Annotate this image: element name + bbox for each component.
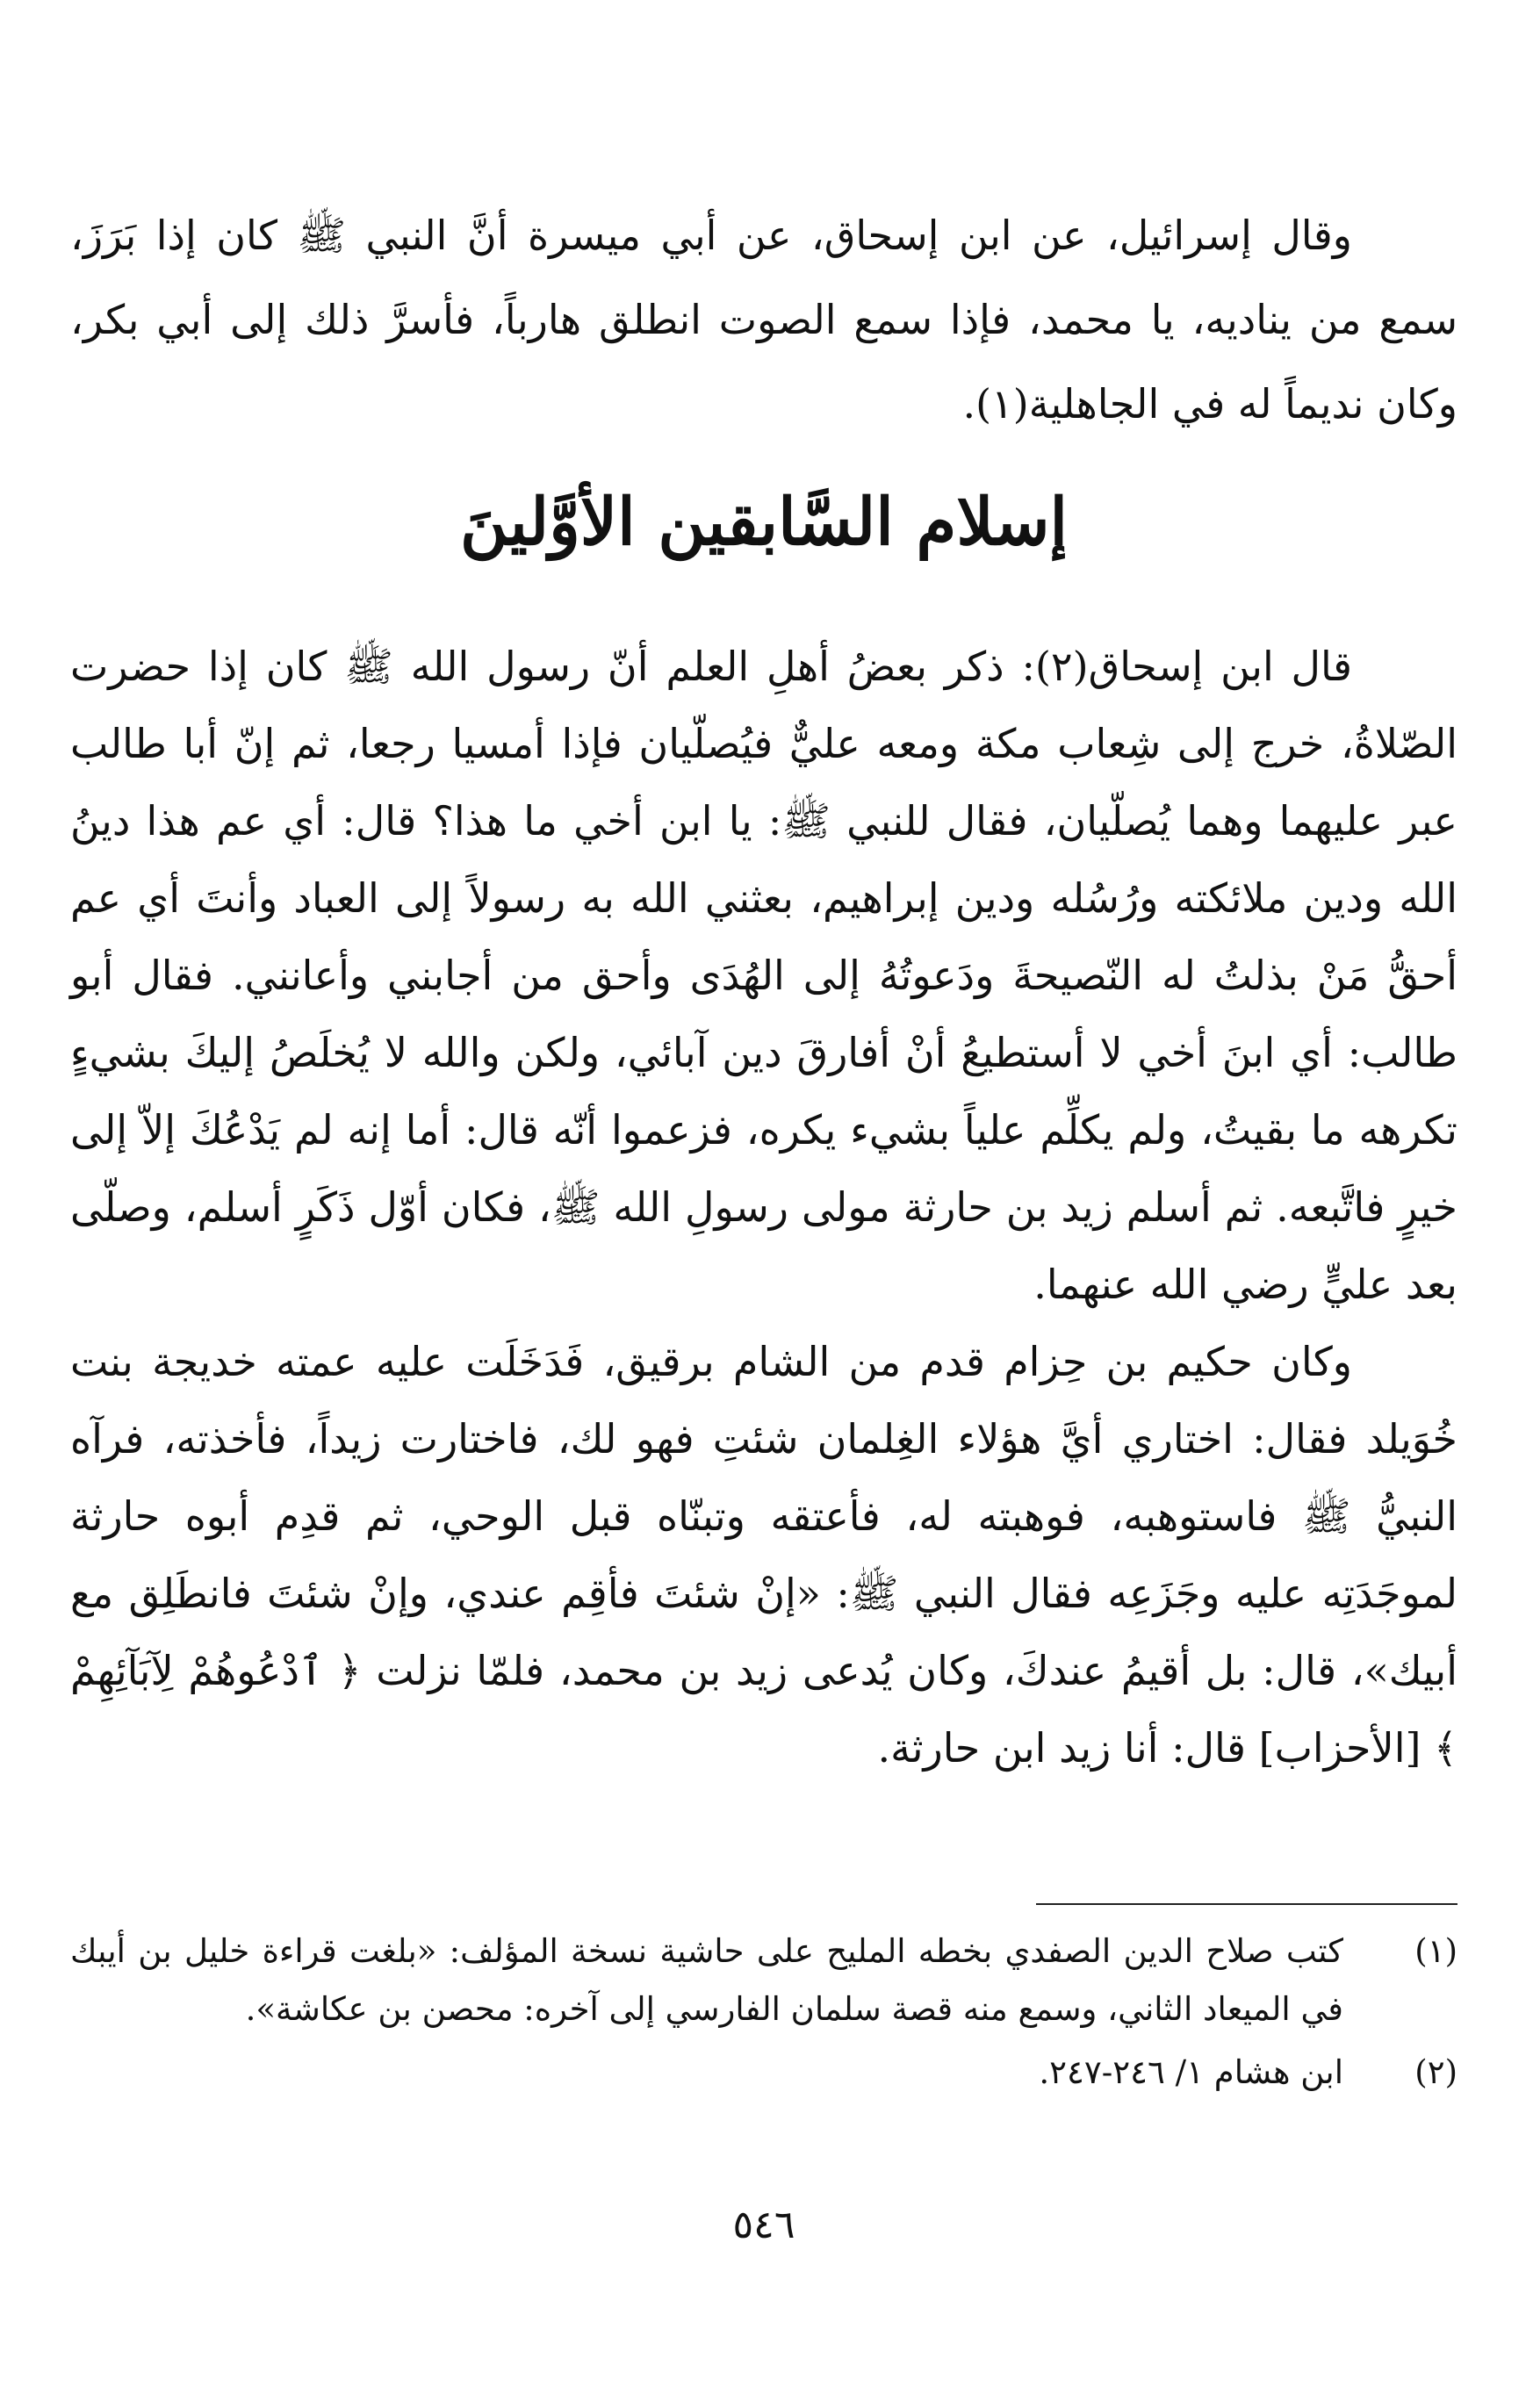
top-paragraph: وقال إسرائيل، عن ابن إسحاق، عن أبي ميسرة أنَّ النبي ﷺ كان إذا بَرَزَ، سمع من يناديه، يا محمد، فإذا سمع الصوت انطلق هارباً، فأسرَّ ذلك إلى أبي بكر، وكان نديماً له في الجاهلية(١). <box>70 212 1457 428</box>
footnote-text: كتب صلاح الدين الصفدي بخطه المليح على حاشية نسخة المؤلف: «بلغت قراءة خليل بن أيبك في الميعاد الثاني، وسمع منه قصة سلمان الفارسي إلى آخره: محصن بن عكاشة». <box>70 1932 1343 2028</box>
page-number: ٥٤٦ <box>732 2203 795 2247</box>
footnote-marker: (٢) <box>1414 2053 1457 2091</box>
footnote-text: ابن هشام ١/ ٢٤٦-٢٤٧. <box>1039 2053 1343 2091</box>
footnote-1 <box>70 1923 1457 2038</box>
footnotes <box>70 1923 1457 2107</box>
footnote-marker: (١) <box>1414 1932 1457 1970</box>
main-paragraph-1: قال ابن إسحاق(٢): ذكر بعضُ أهلِ العلم أنّ رسول الله ﷺ كان إذا حضرت الصّلاةُ، خرج إلى شِعاب مكة ومعه عليٌّ فيُصلّيان فإذا أمسيا رجعا، ثم إنّ أبا طالب عبر عليهما وهما يُصلّيان، فقال للنبي ﷺ: يا ابن أخي ما هذا؟ قال: أي عم هذا دينُ الله ودين ملائكته ورُسُله ودين إبراهيم، بعثني الله به رسولاً إلى العباد وأنتَ أي عم أحقُّ مَنْ بذلتُ له النّصيحةَ ودَعوتُهُ إلى الهُدَى وأحق من أجابني وأعانني. فقال أبو طالب: أي ابنَ أخي لا أستطيعُ أنْ أفارقَ دين آبائي، ولكن والله لا يُخلَصُ إليكَ بشيءٍ تكرهه ما بقيتُ، ولم يكلِّم علياً بشيء يكره، فزعموا أنّه قال: أما إنه لم يَدْعُكَ إلاّ إلى خيرٍ فاتَّبعه. ثم أسلم زيد بن حارثة مولى رسولِ الله ﷺ، فكان أوّل ذَكَرٍ أسلم، وصلّى بعد عليٍّ رضي الله عنهما. <box>70 643 1457 1308</box>
footnote-divider <box>1036 1903 1457 1905</box>
top-paragraph-block <box>70 193 1457 446</box>
footnote-2 <box>70 2044 1457 2102</box>
section-title: إسلام السَّابقين الأوَّلينَ <box>459 485 1069 560</box>
main-text <box>70 628 1457 1786</box>
main-paragraph-2: وكان حكيم بن حِزام قدم من الشام برقيق، فَدَخَلَت عليه عمته خديجة بنت خُوَيلد فقال: اختاري أيَّ هؤلاء الغِلمان شئتِ فهو لك، فاختارت زيداً، فأخذته، فرآه النبيُّ ﷺ فاستوهبه، فوهبته له، فأعتقه وتبنّاه قبل الوحي، ثم قدِم أبوه حارثة لموجَدَتِه عليه وجَزَعِه فقال النبي ﷺ: «إنْ شئتَ فأقِم عندي، وإنْ شئتَ فانطَلِق مع أبيك»، قال: بل أقيمُ عندكَ، وكان يُدعى زيد بن محمد، فلمّا نزلت ﴿ ٱدْعُوهُمْ لِآبَآئِهِمْ ﴾ [الأحزاب] قال: أنا زيد ابن حارثة. <box>70 1338 1457 1772</box>
book-page <box>70 0 1457 2408</box>
